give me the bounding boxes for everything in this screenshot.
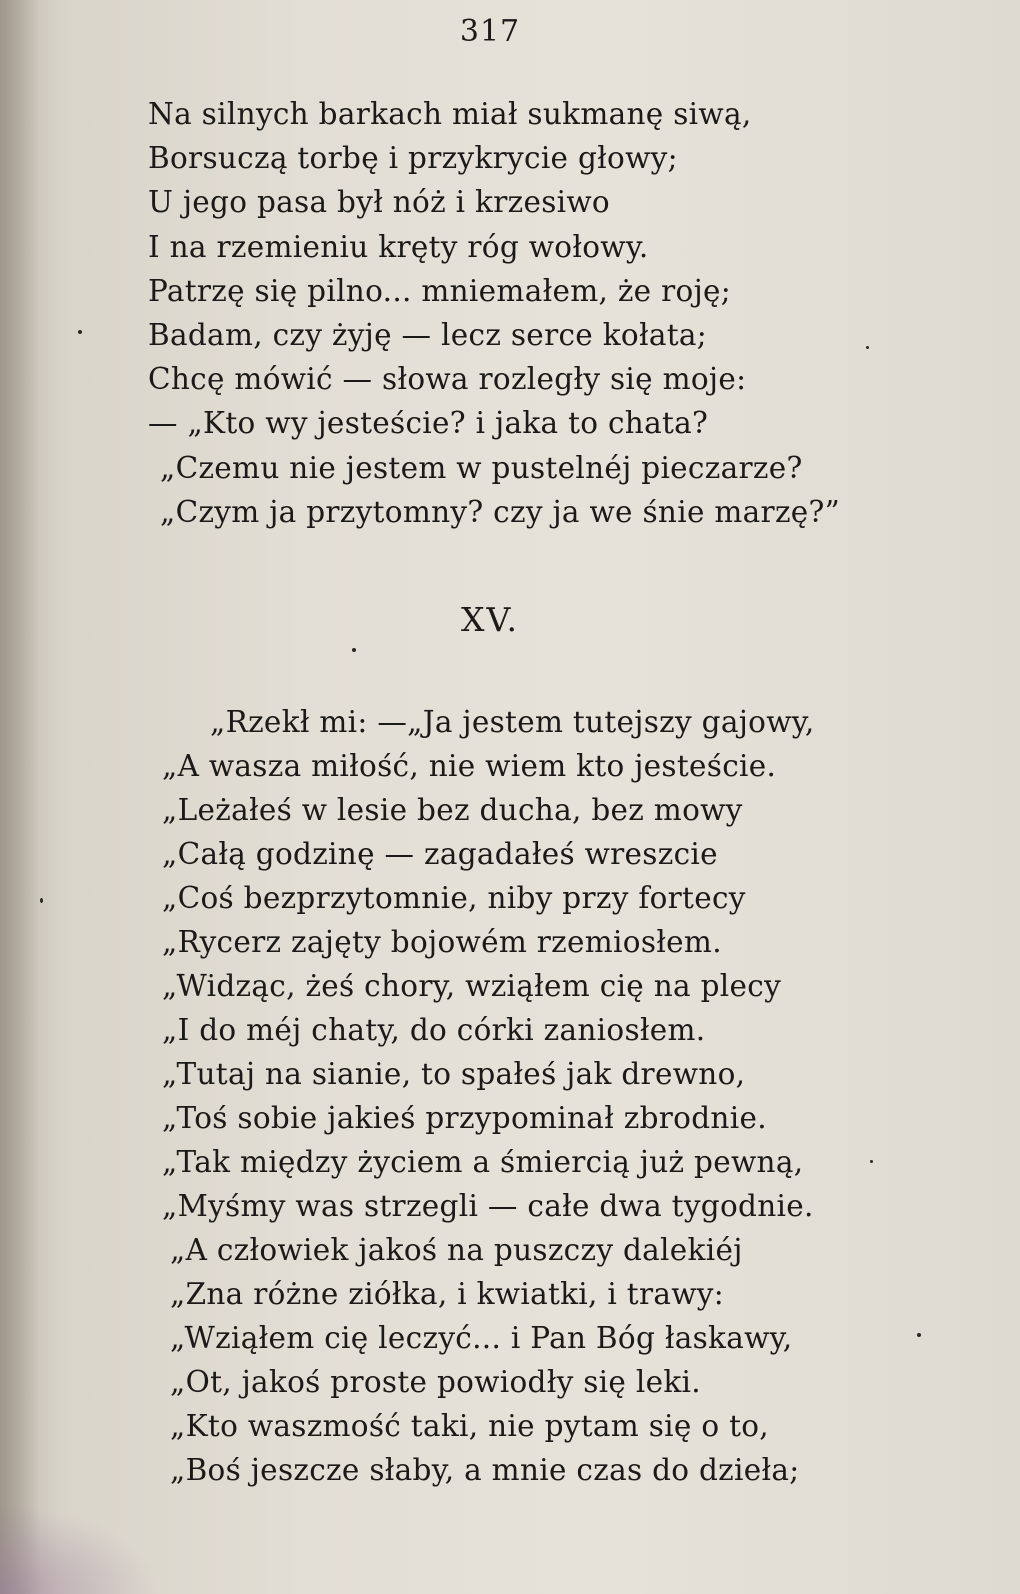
verse-line: „Czym ja przytomny? czy ja we śnie marzę?” (160, 494, 841, 529)
verse-line: „Toś sobie jakieś przypominał zbrodnie. (162, 1101, 767, 1135)
verse-line: „Czemu nie jestem w pustelnéj pieczarze? (160, 450, 803, 485)
verse-line: „Wziąłem cię leczyć... i Pan Bóg łaskawy, (170, 1321, 793, 1355)
verse-line: U jego pasa był nóż i krzesiwo (148, 185, 610, 220)
ink-speck (870, 1160, 873, 1163)
stanza-1 (148, 92, 840, 534)
section-heading: XV. (460, 600, 520, 639)
verse-line: Chcę mówić — słowa rozległy się moje: (148, 362, 747, 397)
ink-speck (78, 330, 82, 334)
verse-line: „I do méj chaty, do córki zaniosłem. (162, 1013, 706, 1047)
page-edge-shadow (0, 0, 40, 1594)
verse-line: „A człowiek jakoś na puszczy dalekiéj (170, 1233, 743, 1267)
verse-line: „Widząc, żeś chory, wziąłem cię na plecy (162, 969, 782, 1003)
ink-speck (866, 346, 869, 349)
verse-line: „Całą godzinę — zagadałeś wreszcie (162, 837, 718, 871)
corner-stain (0, 1504, 160, 1594)
verse-line: Na silnych barkach miał sukmanę siwą, (148, 97, 752, 131)
page-number: 317 (459, 14, 521, 49)
verse-line: „Boś jeszcze słaby, a mnie czas do dzieła; (170, 1453, 800, 1487)
stanza-2 (148, 700, 815, 1492)
ink-speck (917, 1333, 921, 1337)
verse-line: „Kto waszmość taki, nie pytam się o to, (170, 1409, 769, 1443)
verse-line: — „Kto wy jesteście? i jaka to chata? (148, 406, 709, 441)
verse-line: „Tak między życiem a śmiercią już pewną, (162, 1145, 804, 1179)
verse-line: „Coś bezprzytomnie, niby przy fortecy (162, 881, 746, 915)
verse-line: „Rycerz zajęty bojowém rzemiosłem. (162, 925, 722, 959)
verse-line: „Myśmy was strzegli — całe dwa tygodnie. (162, 1189, 814, 1223)
verse-line: „Ot, jakoś proste powiodły się leki. (170, 1365, 701, 1399)
verse-line: I na rzemieniu kręty róg wołowy. (148, 229, 649, 264)
verse-line: „Rzekł mi: —„Ja jestem tutejszy gajowy, (210, 705, 815, 739)
verse-line: „Tutaj na sianie, to spałeś jak drewno, (162, 1057, 746, 1091)
verse-line: „Leżałeś w lesie bez ducha, bez mowy (162, 793, 743, 827)
ink-speck (352, 648, 356, 652)
verse-line: „A wasza miłość, nie wiem kto jesteście. (162, 749, 777, 783)
verse-line: Patrzę się pilno... mniemałem, że roję; (148, 273, 732, 308)
ink-speck (40, 898, 43, 903)
verse-line: Badam, czy żyję — lecz serce kołata; (148, 318, 707, 353)
verse-line: Borsuczą torbę i przykrycie głowy; (148, 141, 678, 176)
verse-line: „Zna różne ziółka, i kwiatki, i trawy: (170, 1277, 724, 1311)
